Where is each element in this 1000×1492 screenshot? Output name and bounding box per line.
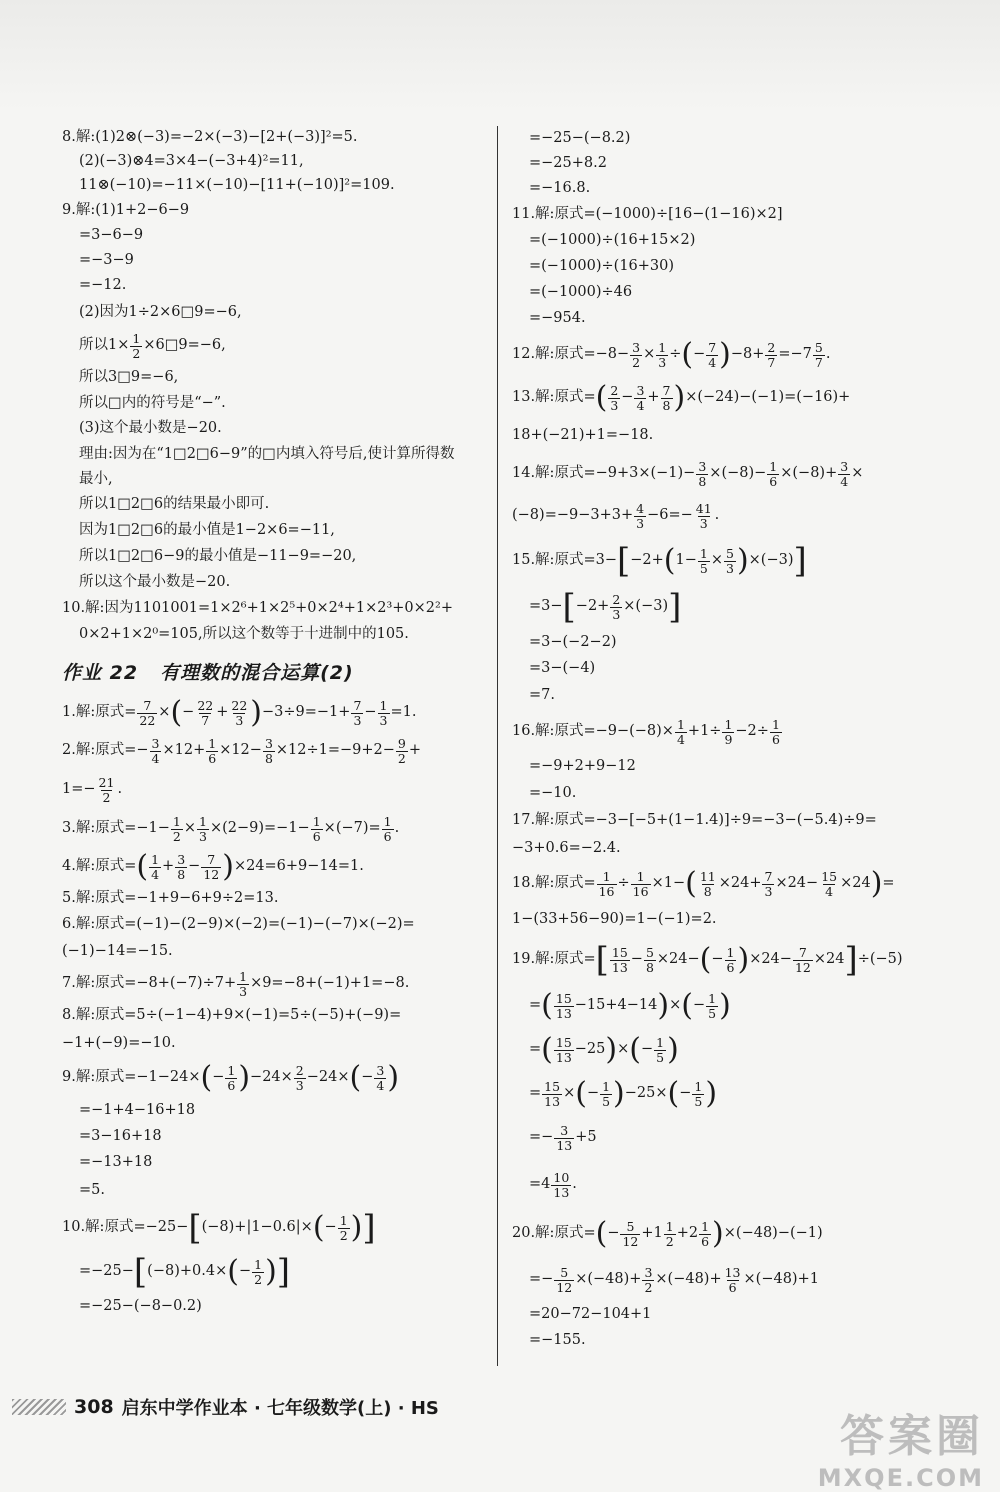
fraction: $\frac{1}{2}$ [132, 331, 141, 361]
fraction: $\frac{1}{3}$ [199, 814, 207, 844]
fraction: $\frac{21}{2}$ [98, 775, 115, 805]
answer-9-line-2: =3−6−9 [79, 226, 144, 243]
c-answer-14-line-2: (−8)=−9−3+3+ $\frac{4}{3}$ −6=− $\frac{41}{3}$ . [512, 501, 720, 531]
page-footer [12, 1394, 439, 1420]
fraction: $\frac{41}{3}$ [695, 501, 712, 531]
fraction: $\frac{1}{6}$ [771, 717, 780, 747]
c-answer-19-line-5: =− $\frac{3}{13}$ +5 [529, 1123, 597, 1153]
b-answer-2-line-1: 2.解:原式=− $\frac{3}{4}$ ×12+ $\frac{1}{6}$ ×12− $\frac{3}{8}$ ×12÷1=−9+2− $\frac{9}{2}$ + [62, 736, 422, 766]
fraction: $\frac{7}{12}$ [794, 945, 811, 975]
watermark-url: MXQE.COM [817, 1464, 984, 1492]
fraction: $\frac{3}{8}$ [698, 459, 707, 489]
answer-9-line-6: 所以1× $\frac{1}{2}$ ×6□9=−6, [79, 331, 226, 361]
fraction: $\frac{1}{3}$ [239, 969, 248, 999]
fraction: $\frac{15}{13}$ [555, 1035, 572, 1065]
page-number: 308 [74, 1396, 114, 1418]
c-answer-11-line-3: =(−1000)÷(16+30) [529, 258, 675, 275]
watermark-logo: 答案圈 [840, 1411, 984, 1462]
fraction: $\frac{1}{2}$ [172, 814, 181, 844]
b-answer-9-line-3: =3−16+18 [79, 1128, 162, 1145]
c-10-line-5: =−25+8.2 [529, 154, 607, 171]
c-answer-18-line-1: 18.解:原式= $\frac{1}{16}$ ÷ $\frac{1}{16}$ ×1− ( $\frac{11}{8}$ ×24+ $\frac{7}{3}$ ×24− $\frac{15}{4}$ ×24 ) = [512, 866, 895, 901]
c-answer-15-line-3: =3−(−2−2) [529, 634, 617, 651]
book-title: 启东中学作业本 · 七年级数学(上) · HS [121, 1398, 439, 1419]
fraction: $\frac{3}{2}$ [632, 340, 641, 370]
b-answer-9-line-2: =−1+4−16+18 [79, 1102, 196, 1119]
c-answer-11-line-2: =(−1000)÷(16+15×2) [529, 232, 696, 249]
c-answer-20-line-3: =20−72−104+1 [529, 1306, 652, 1323]
right-column [512, 126, 952, 1354]
b-answer-5: 5.解:原式=−1+9−6+9÷2=13. [62, 890, 279, 907]
c-answer-20-line-4: =−155. [529, 1332, 586, 1349]
answer-9-line-5: (2)因为1÷2×6□9=−6, [79, 304, 242, 321]
fraction: $\frac{7}{8}$ [662, 383, 671, 413]
fraction: $\frac{4}{3}$ [636, 501, 645, 531]
fraction: $\frac{1}{5}$ [699, 546, 708, 576]
c-answer-20-line-1: 20.解:原式= ( − $\frac{5}{12}$ +1 $\frac{1}{2}$ +2 $\frac{1}{6}$ ) ×(−48)−(−1) [512, 1216, 823, 1251]
answer-9-line-10: 理由:因为在“1□2□6−9”的□内填入符号后,使计算所得数 [79, 446, 455, 463]
c-10-line-6: =−16.8. [529, 180, 591, 197]
fraction: $\frac{1}{6}$ [208, 736, 217, 766]
fraction: $\frac{3}{2}$ [644, 1265, 653, 1295]
fraction: $\frac{15}{13}$ [611, 945, 628, 975]
c-answer-11-line-5: =−954. [529, 310, 586, 327]
c-answer-16-line-3: =−10. [529, 785, 577, 802]
fraction: $\frac{1}{5}$ [656, 1035, 665, 1065]
answer-9-line-13: 因为1□2□6的最小值是1−2×6=−11, [79, 522, 335, 539]
fraction: $\frac{22}{3}$ [231, 698, 248, 728]
answer-9-line-8: 所以□内的符号是“−”. [79, 395, 226, 412]
fraction: $\frac{2}{3}$ [610, 383, 619, 413]
fraction: $\frac{1}{3}$ [379, 698, 388, 728]
c-answer-13-line-2: 18+(−21)+1=−18. [512, 427, 654, 444]
fraction: $\frac{1}{4}$ [676, 717, 685, 747]
answer-8-line-2: (2)(−3)⊗4=3×4−(−3+4)²=11, [79, 153, 304, 170]
b-answer-3: 3.解:原式=−1− $\frac{1}{2}$ × $\frac{1}{3}$ ×(2−9)=−1− $\frac{1}{6}$ ×(−7)= $\frac{1}{6}$ . [62, 814, 400, 844]
answer-9-line-7: 所以3□9=−6, [79, 369, 179, 386]
fraction: $\frac{3}{13}$ [556, 1123, 573, 1153]
b-answer-6-line-2: (−1)−14=−15. [62, 943, 173, 960]
c-answer-17-line-2: −3+0.6=−2.4. [512, 840, 621, 857]
answer-9-line-1: 9.解:(1)1+2−6−9 [62, 201, 190, 218]
c-answer-20-line-2: =− $\frac{5}{12}$ ×(−48)+ $\frac{3}{2}$ ×(−48)+ $\frac{13}{6}$ ×(−48)+1 [529, 1265, 819, 1295]
fraction: $\frac{1}{5}$ [694, 1079, 703, 1109]
fraction: $\frac{3}{4}$ [636, 383, 645, 413]
fraction: $\frac{3}{4}$ [376, 1063, 385, 1093]
c-answer-19-line-6: =4 $\frac{10}{13}$ . [529, 1170, 577, 1200]
fraction: $\frac{7}{3}$ [764, 869, 773, 899]
fraction: $\frac{15}{13}$ [544, 1079, 561, 1109]
c-answer-16-line-1: 16.解:原式=−9−(−8)× $\frac{1}{4}$ +1÷ $\frac{1}{9}$ −2÷ $\frac{1}{6}$ [512, 717, 780, 747]
c-answer-15-line-5: =7. [529, 687, 555, 704]
fraction: $\frac{10}{13}$ [553, 1170, 570, 1200]
b-answer-8-line-1: 8.解:原式=5÷(−1−4)+9×(−1)=5÷(−5)+(−9)= [62, 1007, 402, 1024]
fraction: $\frac{15}{4}$ [821, 869, 838, 899]
answer-9-line-14: 所以1□2□6−9的最小值是−11−9=−20, [79, 548, 357, 565]
fraction: $\frac{1}{5}$ [602, 1079, 611, 1109]
fraction: $\frac{1}{6}$ [769, 459, 778, 489]
fraction: $\frac{11}{8}$ [699, 869, 716, 899]
answer-9-line-11: 最小, [79, 471, 113, 488]
b-answer-10-line-1: 10.解:原式=−25− [ (−8)+|1−0.6|× ( − $\frac{1}{2}$ ) ] [62, 1208, 376, 1248]
fraction: $\frac{1}{5}$ [708, 991, 717, 1021]
fraction: $\frac{13}{6}$ [724, 1265, 741, 1295]
c-answer-19-line-2: = ( $\frac{15}{13}$ −15+4−14 ) × ( − $\frac{1}{5}$ ) [529, 988, 731, 1023]
column-divider [497, 126, 498, 1366]
fraction: $\frac{1}{6}$ [227, 1063, 236, 1093]
c-answer-15-line-1: 15.解:原式=3− [ −2+ ( 1− $\frac{1}{5}$ × $\frac{5}{3}$ ) ×(−3) ] [512, 541, 807, 581]
answer-8-line-1: 8.解:(1)2⊗(−3)=−2×(−3)−[2+(−3)]²=5. [62, 129, 358, 146]
answer-10-line-1: 10.解:因为1101001=1×2⁶+1×2⁵+0×2⁴+1×2³+0×2²+ [62, 599, 453, 616]
b-answer-9-line-5: =5. [79, 1182, 105, 1199]
fraction: $\frac{7}{12}$ [203, 852, 220, 882]
fraction: $\frac{3}{8}$ [264, 736, 273, 766]
fraction: $\frac{1}{9}$ [724, 717, 733, 747]
fraction: $\frac{1}{2}$ [665, 1219, 674, 1249]
c-answer-18-line-2: 1−(33+56−90)=1−(−1)=2. [512, 911, 717, 928]
c-answer-15-line-2: =3− [ −2+ $\frac{2}{3}$ ×(−3) ] [529, 587, 682, 627]
b-answer-9-line-1: 9.解:原式=−1−24× ( − $\frac{1}{6}$ ) −24× $\frac{2}{3}$ −24× ( − $\frac{3}{4}$ ) [62, 1060, 400, 1095]
fraction: $\frac{7}{3}$ [353, 698, 362, 728]
b-answer-8-line-2: −1+(−9)=−10. [62, 1035, 176, 1052]
fraction: $\frac{5}{7}$ [814, 340, 823, 370]
fraction: $\frac{7}{22}$ [139, 698, 156, 728]
fraction: $\frac{9}{2}$ [397, 736, 406, 766]
c-answer-11-line-1: 11.解:原式=(−1000)÷[16−(1−16)×2] [512, 206, 783, 223]
c-answer-19-line-4: = $\frac{15}{13}$ × ( − $\frac{1}{5}$ ) −25× ( − $\frac{1}{5}$ ) [529, 1076, 718, 1111]
answer-8-line-3: 11⊗(−10)=−11×(−10)−[11+(−10)]²=109. [79, 177, 395, 194]
fraction: $\frac{1}{6}$ [383, 814, 392, 844]
watermark [818, 1400, 984, 1492]
c-answer-12: 12.解:原式=−8− $\frac{3}{2}$ × $\frac{1}{3}$ ÷ ( − $\frac{7}{4}$ ) −8+ $\frac{2}{7}$ =−7 $\frac{5}{7}$ . [512, 337, 831, 372]
fraction: $\frac{3}{4}$ [840, 459, 849, 489]
fraction: $\frac{22}{7}$ [197, 698, 214, 728]
answer-9-line-15: 所以这个最小数是−20. [79, 573, 231, 590]
b-answer-7: 7.解:原式=−8+(−7)÷7+ $\frac{1}{3}$ ×9=−8+(−1)+1=−8. [62, 969, 410, 999]
b-answer-10-line-2: =−25− [ (−8)+0.4× ( − $\frac{1}{2}$ ) ] [79, 1252, 291, 1292]
c-answer-19-line-3: = ( $\frac{15}{13}$ −25 ) × ( − $\frac{1}{5}$ ) [529, 1032, 679, 1067]
c-answer-16-line-2: =−9+2+9−12 [529, 758, 636, 775]
fraction: $\frac{1}{16}$ [632, 869, 649, 899]
answer-10-line-2: 0×2+1×2⁰=105,所以这个数等于十进制中的105. [79, 626, 409, 643]
c-answer-14-line-1: 14.解:原式=−9+3×(−1)− $\frac{3}{8}$ ×(−8)− $\frac{1}{6}$ ×(−8)+ $\frac{3}{4}$ × [512, 459, 864, 489]
fraction: $\frac{7}{4}$ [708, 340, 717, 370]
b-answer-10-line-3: =−25−(−8−0.2) [79, 1298, 202, 1315]
section-heading: 作业 22 有理数的混合运算(2) [62, 661, 354, 684]
fraction: $\frac{1}{2}$ [339, 1213, 348, 1243]
fraction: $\frac{5}{8}$ [645, 945, 654, 975]
fraction: $\frac{1}{3}$ [658, 340, 667, 370]
answer-9-line-9: (3)这个最小数是−20. [79, 420, 222, 437]
left-column [62, 126, 490, 1320]
b-answer-4: 4.解:原式= ( $\frac{1}{4}$ + $\frac{3}{8}$ − $\frac{7}{12}$ ) ×24=6+9−14=1. [62, 849, 364, 884]
c-answer-11-line-4: =(−1000)÷46 [529, 284, 633, 301]
fraction: $\frac{1}{2}$ [254, 1257, 263, 1287]
b-answer-2-line-2: 1=− $\frac{21}{2}$ . [62, 775, 123, 805]
answer-9-line-4: =−12. [79, 276, 127, 293]
fraction: $\frac{1}{6}$ [312, 814, 321, 844]
c-answer-13-line-1: 13.解:原式= ( $\frac{2}{3}$ − $\frac{3}{4}$ + $\frac{7}{8}$ ) ×(−24)−(−1)=(−16)+ [512, 380, 851, 415]
fraction: $\frac{15}{13}$ [555, 991, 572, 1021]
c-10-line-4: =−25−(−8.2) [529, 129, 631, 146]
b-answer-9-line-4: =−13+18 [79, 1154, 153, 1171]
answer-9-line-3: =−3−9 [79, 251, 134, 268]
b-answer-6-line-1: 6.解:原式=(−1)−(2−9)×(−2)=(−1)−(−7)×(−2)= [62, 916, 415, 933]
c-answer-15-line-4: =3−(−4) [529, 660, 596, 677]
fraction: $\frac{1}{4}$ [151, 852, 160, 882]
page-top-shade [0, 0, 1000, 110]
fraction: $\frac{1}{6}$ [701, 1219, 710, 1249]
fraction: $\frac{1}{6}$ [726, 945, 735, 975]
fraction: $\frac{5}{12}$ [622, 1219, 639, 1249]
fraction: $\frac{2}{7}$ [767, 340, 776, 370]
fraction: $\frac{3}{4}$ [151, 736, 160, 766]
c-answer-19-line-1: 19.解:原式= [ $\frac{15}{13}$ − $\frac{5}{8}$ ×24− ( − $\frac{1}{6}$ ) ×24− $\frac{7}{12}$ ×24 ] ÷(−5) [512, 940, 903, 980]
fraction: $\frac{2}{3}$ [295, 1063, 304, 1093]
fraction: $\frac{5}{12}$ [556, 1265, 573, 1295]
b-answer-1: 1.解:原式= $\frac{7}{22}$ × ( − $\frac{22}{7}$ + $\frac{22}{3}$ ) −3÷9=−1+ $\frac{7}{3}$ − $\frac{1}{3}$ =1. [62, 695, 417, 730]
fraction: $\frac{3}{8}$ [177, 852, 186, 882]
c-answer-17-line-1: 17.解:原式=−3−[−5+(1−1.4)]÷9=−3−(−5.4)÷9= [512, 812, 877, 829]
answer-9-line-12: 所以1□2□6的结果最小即可. [79, 496, 270, 513]
fraction: $\frac{2}{3}$ [612, 592, 621, 622]
fraction: $\frac{5}{3}$ [725, 546, 734, 576]
fraction: $\frac{1}{16}$ [598, 869, 615, 899]
footer-hatch-decoration [12, 1399, 66, 1415]
